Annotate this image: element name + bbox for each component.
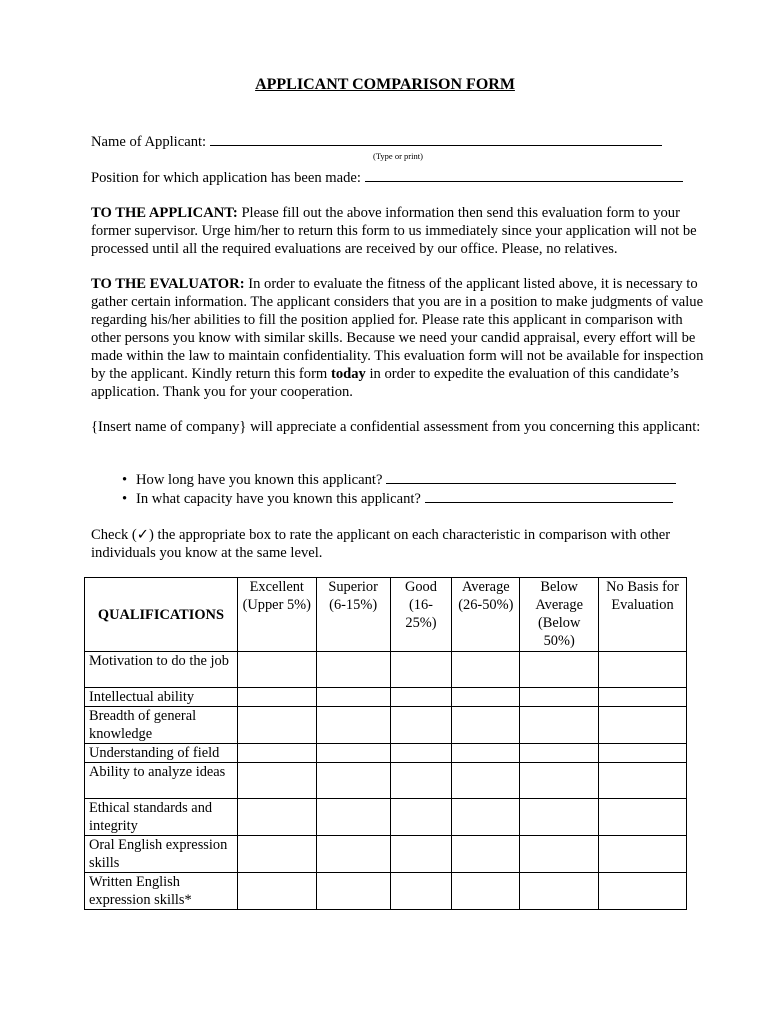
question-item	[122, 489, 676, 508]
rating-checkbox-cell[interactable]	[599, 688, 687, 707]
qualification-label: Ethical standards and integrity	[85, 799, 238, 836]
rating-checkbox-cell[interactable]	[520, 836, 599, 873]
rating-header-excellent: Excellent (Upper 5%)	[237, 578, 316, 652]
rating-checkbox-cell[interactable]	[316, 763, 390, 799]
rating-checkbox-cell[interactable]	[390, 873, 452, 910]
table-row	[85, 652, 687, 688]
rating-checkbox-cell[interactable]	[237, 763, 316, 799]
to-evaluator-paragraph	[91, 275, 707, 401]
table-row	[85, 707, 687, 744]
rating-checkbox-cell[interactable]	[520, 707, 599, 744]
position-input-line[interactable]	[365, 168, 683, 182]
rating-checkbox-cell[interactable]	[452, 744, 520, 763]
question-text: In what capacity have you known this applicant?	[136, 491, 421, 507]
rating-header-superior: Superior (6-15%)	[316, 578, 390, 652]
rating-checkbox-cell[interactable]	[316, 744, 390, 763]
rating-checkbox-cell[interactable]	[237, 707, 316, 744]
type-or-print-note: (Type or print)	[373, 151, 423, 161]
rating-checkbox-cell[interactable]	[452, 652, 520, 688]
rating-header-average: Average (26-50%)	[452, 578, 520, 652]
rating-checkbox-cell[interactable]	[599, 707, 687, 744]
rating-checkbox-cell[interactable]	[390, 652, 452, 688]
rating-checkbox-cell[interactable]	[599, 744, 687, 763]
rating-checkbox-cell[interactable]	[390, 707, 452, 744]
rating-checkbox-cell[interactable]	[390, 836, 452, 873]
today-emphasis: today	[330, 366, 366, 382]
rating-checkbox-cell[interactable]	[599, 652, 687, 688]
rating-checkbox-cell[interactable]	[316, 799, 390, 836]
question-text: How long have you known this applicant?	[136, 472, 383, 488]
rating-checkbox-cell[interactable]	[452, 707, 520, 744]
rating-checkbox-cell[interactable]	[452, 873, 520, 910]
qualification-label: Breadth of general knowledge	[85, 707, 238, 744]
rating-checkbox-cell[interactable]	[452, 799, 520, 836]
answer-line[interactable]	[425, 489, 673, 503]
qualifications-table	[84, 577, 687, 910]
rating-checkbox-cell[interactable]	[599, 873, 687, 910]
rating-checkbox-cell[interactable]	[452, 836, 520, 873]
rating-checkbox-cell[interactable]	[599, 799, 687, 836]
to-applicant-text: Please fill out the above information then send this evaluation form to your former supervisor. Urge him/her to return this form to us immediately since your application will not be processed until all the required evaluations are received by our office. Please, no relatives.	[91, 205, 697, 257]
rating-checkbox-cell[interactable]	[316, 688, 390, 707]
rating-checkbox-cell[interactable]	[316, 707, 390, 744]
applicant-name-label: Name of Applicant:	[91, 134, 207, 150]
rating-checkbox-cell[interactable]	[237, 688, 316, 707]
rating-checkbox-cell[interactable]	[316, 836, 390, 873]
table-row	[85, 763, 687, 799]
rating-checkbox-cell[interactable]	[390, 744, 452, 763]
to-evaluator-text: In order to evaluate the fitness of the applicant listed above, it is necessary to gather certain information. The applicant considers that you are in a position to make judgments of value regarding his/her abilities to fill the position applied for. Please rate this applicant in comparison with other persons you know with similar skills. Because we need your candid appraisal, every effort will be made within the law to maintain confidentiality. This evaluation form will not be available for inspection by the applicant. Kindly return this form	[91, 276, 704, 382]
rating-checkbox-cell[interactable]	[237, 836, 316, 873]
question-list	[122, 470, 676, 508]
qualification-label: Understanding of field	[85, 744, 238, 763]
rating-checkbox-cell[interactable]	[390, 688, 452, 707]
table-row	[85, 836, 687, 873]
rating-checkbox-cell[interactable]	[520, 763, 599, 799]
applicant-name-field	[91, 132, 662, 151]
position-label: Position for which application has been made:	[91, 170, 361, 186]
rating-checkbox-cell[interactable]	[237, 744, 316, 763]
table-row	[85, 799, 687, 836]
rating-checkbox-cell[interactable]	[237, 652, 316, 688]
question-item	[122, 470, 676, 489]
qualification-label: Oral English expression skills	[85, 836, 238, 873]
rating-checkbox-cell[interactable]	[390, 799, 452, 836]
applicant-name-input-line[interactable]	[210, 132, 662, 146]
qualification-label: Motivation to do the job	[85, 652, 238, 688]
rating-checkbox-cell[interactable]	[316, 652, 390, 688]
answer-line[interactable]	[386, 470, 676, 484]
rating-checkbox-cell[interactable]	[520, 873, 599, 910]
rating-checkbox-cell[interactable]	[520, 688, 599, 707]
to-evaluator-heading: TO THE EVALUATOR:	[91, 276, 245, 292]
rating-checkbox-cell[interactable]	[520, 799, 599, 836]
check-instruction: Check (✓) the appropriate box to rate the applicant on each characteristic in comparison with other individuals you know at the same level.	[91, 527, 671, 561]
qualification-label: Intellectual ability	[85, 688, 238, 707]
qualification-label: Written English expression skills*	[85, 873, 238, 910]
rating-checkbox-cell[interactable]	[452, 763, 520, 799]
rating-checkbox-cell[interactable]	[599, 763, 687, 799]
position-field	[91, 168, 683, 187]
rating-checkbox-cell[interactable]	[237, 873, 316, 910]
rating-header-good: Good (16-25%)	[390, 578, 452, 652]
table-row	[85, 744, 687, 763]
company-paragraph: {Insert name of company} will appreciate a confidential assessment from you concerning this applicant:	[91, 419, 701, 435]
rating-header-no-basis: No Basis for Evaluation	[599, 578, 687, 652]
form-title: APPLICANT COMPARISON FORM	[255, 76, 515, 93]
bullet-icon: •	[122, 472, 128, 488]
qualifications-header: QUALIFICATIONS	[85, 578, 238, 652]
rating-checkbox-cell[interactable]	[520, 744, 599, 763]
bullet-icon: •	[122, 491, 128, 507]
qualification-label: Ability to analyze ideas	[85, 763, 238, 799]
to-evaluator-text-end: in order to expedite the evaluation of this candidate’s application. Thank you for your cooperation.	[91, 366, 680, 400]
rating-checkbox-cell[interactable]	[520, 652, 599, 688]
table-row	[85, 688, 687, 707]
to-applicant-paragraph	[91, 204, 707, 258]
rating-checkbox-cell[interactable]	[599, 836, 687, 873]
to-applicant-heading: TO THE APPLICANT:	[91, 205, 238, 221]
table-row	[85, 873, 687, 910]
rating-checkbox-cell[interactable]	[316, 873, 390, 910]
rating-header-below-average: Below Average (Below 50%)	[520, 578, 599, 652]
rating-checkbox-cell[interactable]	[390, 763, 452, 799]
rating-checkbox-cell[interactable]	[237, 799, 316, 836]
rating-checkbox-cell[interactable]	[452, 688, 520, 707]
